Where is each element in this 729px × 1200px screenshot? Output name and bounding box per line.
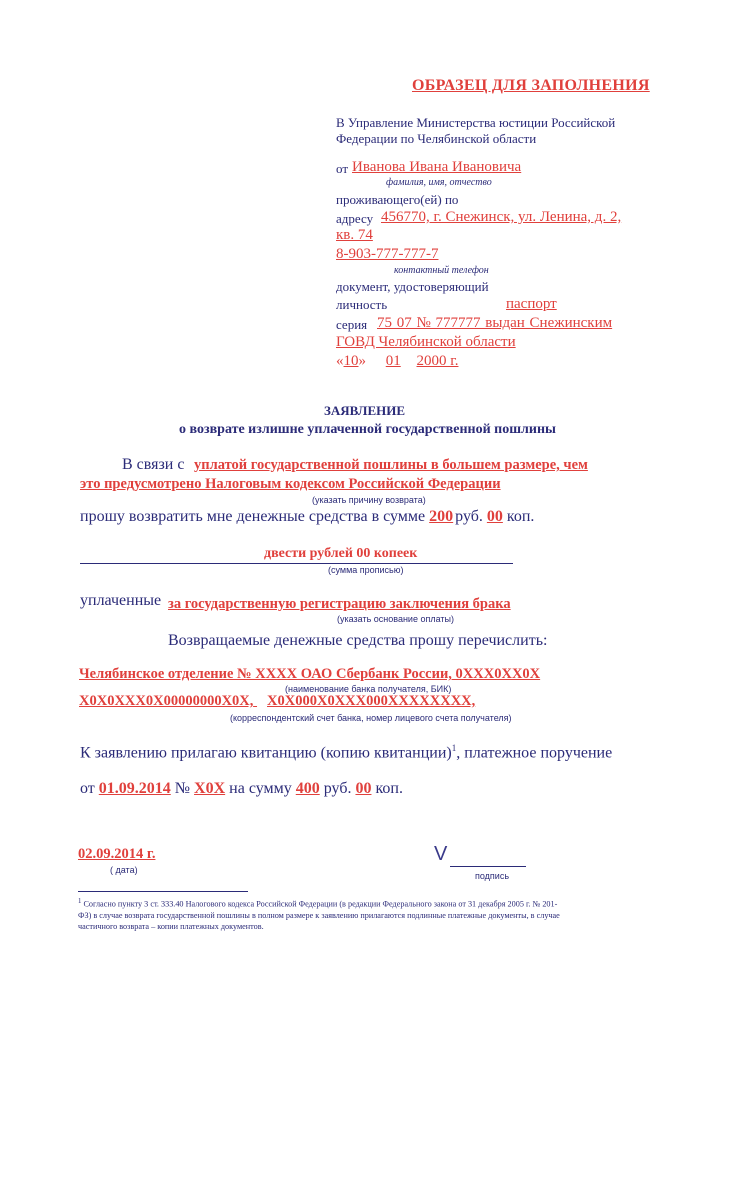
bank-caption1: (наименование банка получателя, БИК): [285, 684, 452, 694]
residing-label: проживающего(ей) по: [336, 192, 459, 207]
correspondent-account: X0X0XXX0X00000000X0X,: [79, 693, 254, 709]
from-label: от: [80, 780, 95, 797]
from-name: Иванова Ивана Ивановича: [352, 159, 522, 175]
paid-for: за государственную регистрацию заключения брака: [168, 596, 511, 612]
date-year: 2000 г.: [416, 353, 459, 369]
amount-words-caption: (сумма прописью): [328, 565, 404, 575]
attach-text: К заявлению прилагаю квитанцию (копию квитанции): [80, 744, 452, 762]
number-sign: №: [174, 780, 191, 797]
bank-line1: Челябинское отделение № XXXX ОАО Сбербанк России, 0XXX0XX0X: [79, 666, 541, 682]
reason-caption: (указать причину возврата): [312, 495, 426, 505]
sample-title: ОБРАЗЕЦ ДЛЯ ЗАПОЛНЕНИЯ: [412, 77, 650, 94]
date-open-quote: «: [336, 353, 344, 369]
series-value: 75 07 № 777777 выдан Снежинским: [377, 315, 613, 331]
sum-label: на сумму: [229, 780, 292, 797]
attach-line: [80, 743, 612, 762]
payment-kop: 00: [355, 780, 372, 797]
bank-line2: [79, 693, 475, 710]
signature-caption: подпись: [475, 871, 510, 881]
address-line2: кв. 74: [336, 227, 373, 243]
refund-kop: 00: [486, 508, 503, 525]
payment-line: [80, 780, 403, 798]
signature-line: [450, 866, 526, 867]
attach-rest: , платежное поручение: [456, 744, 613, 762]
address-label: адресу: [336, 211, 374, 226]
kop-label-2: коп.: [375, 780, 403, 797]
phone-caption: контактный телефон: [394, 265, 489, 276]
phone: 8-903-777-777-7: [336, 246, 439, 262]
from-prefix: от: [336, 161, 349, 176]
footnote-line1: $^1$ Согласно пункту 3 ст. 333.40 Налогового кодекса Российской Федерации (в редакции Федерального закона от 31 декабря 2005 г. № 201-: [78, 898, 558, 909]
footnote-separator: [78, 891, 248, 892]
footnote-line3: частичного возврата – копии платежных документов.: [78, 921, 264, 931]
series-label: серия: [336, 317, 368, 332]
paid-label: уплаченные: [80, 592, 162, 609]
issue-date: [336, 353, 458, 370]
document-label-1: документ, удостоверяющий: [336, 279, 489, 294]
from-caption: фамилия, имя, отчество: [386, 177, 492, 188]
refund-text: прошу возвратить мне денежные средства в сумме: [80, 508, 426, 525]
refund-line: [80, 508, 534, 526]
personal-account: X0X000X0XXX000XXXXXXXX,: [267, 693, 476, 709]
footnote-ref: 1: [451, 743, 457, 753]
paid-caption: (указать основание оплаты): [337, 614, 454, 624]
payment-date: 01.09.2014: [98, 780, 171, 797]
transfer-text: Возвращаемые денежные средства прошу перечислить:: [168, 632, 548, 649]
footnote-line2: ФЗ) в случае возврата государственной пошлины в полном размере к заявлению прилагаются подлинные платежные документы, в случае: [78, 910, 560, 920]
reason-line1: уплатой государственной пошлины в большем размере, чем: [194, 457, 588, 473]
signature-date-caption: ( дата): [110, 865, 138, 875]
date-day: 10: [343, 353, 359, 369]
document-label-2: личность: [336, 297, 388, 312]
signature-mark: V: [434, 843, 448, 865]
kop-label: коп.: [506, 508, 535, 525]
document-value: паспорт: [506, 296, 557, 312]
document-title: ЗАЯВЛЕНИЕ: [323, 403, 406, 418]
address-line1: 456770, г. Снежинск, ул. Ленина, д. 2,: [381, 209, 622, 225]
bank-caption2: (корреспондентский счет банка, номер лицевого счета получателя): [230, 713, 512, 723]
amount-words-line: [80, 563, 513, 564]
issuer-value: ГОВД Челябинской области: [336, 334, 516, 350]
rub-label-2: руб.: [323, 780, 352, 797]
amount-words: двести рублей 00 копеек: [264, 546, 418, 561]
refund-rub: 200: [429, 508, 454, 525]
signature-date: 02.09.2014 г.: [78, 846, 156, 862]
date-month: 01: [385, 353, 401, 369]
reason-prefix: В связи с: [122, 456, 185, 473]
document-subtitle: о возврате излишне уплаченной государственной пошлины: [179, 422, 556, 437]
footnote: [78, 896, 560, 932]
date-close-quote: »: [358, 353, 366, 369]
addressee-line1: В Управление Министерства юстиции Российской: [336, 115, 616, 130]
reason-line2: это предусмотрено Налоговым кодексом Российской Федерации: [80, 476, 501, 492]
rub-label: руб.: [455, 508, 483, 525]
addressee-line2: Федерации по Челябинской области: [336, 131, 537, 146]
footnote-mark: 1: [78, 898, 82, 905]
payment-rub: 400: [295, 780, 320, 797]
payment-number: X0X: [194, 780, 226, 797]
